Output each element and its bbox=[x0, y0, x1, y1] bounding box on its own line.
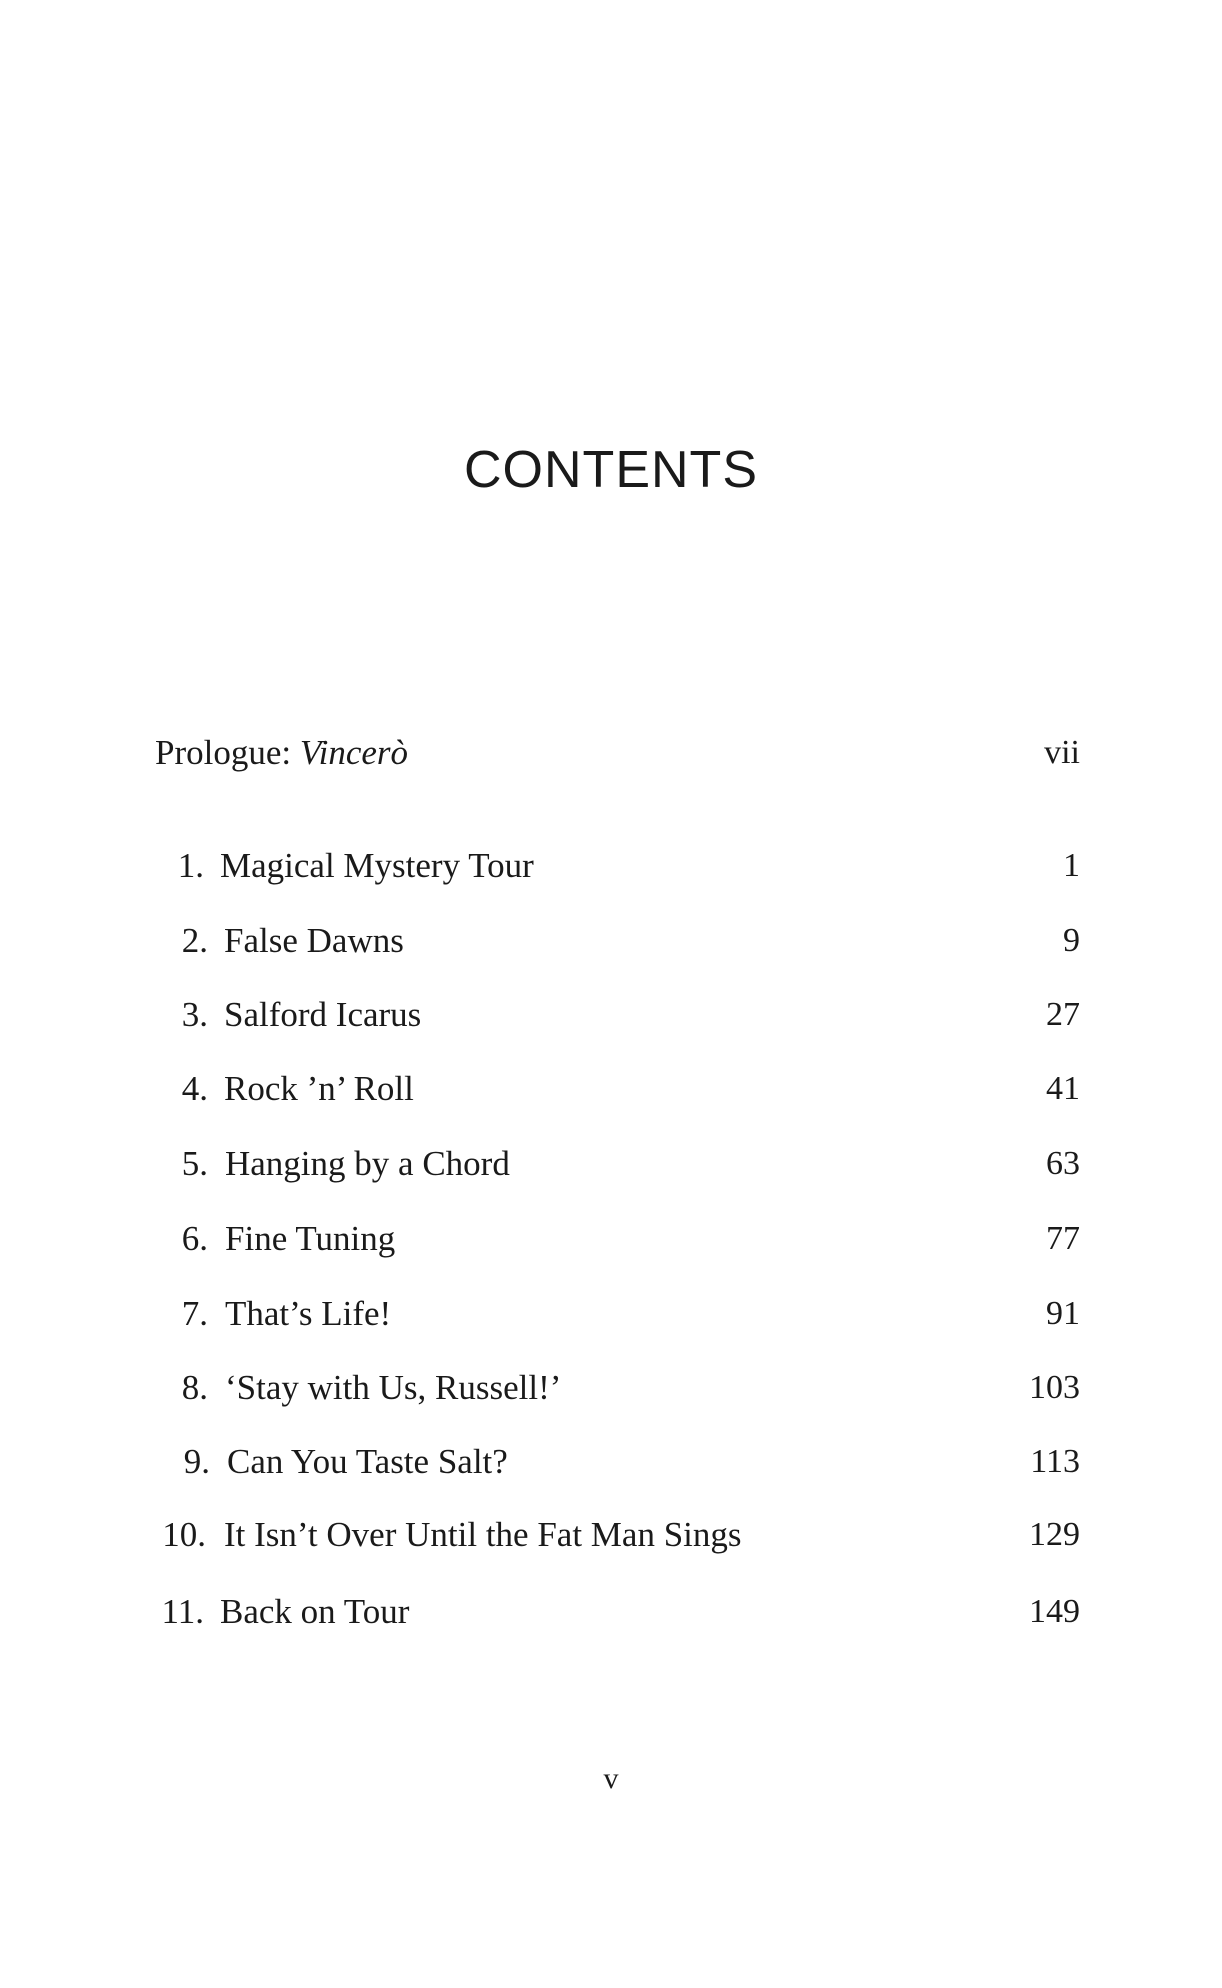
chapter-title: False Dawns bbox=[224, 921, 404, 960]
toc-entry bbox=[0, 1510, 1222, 1560]
toc-entry bbox=[0, 1587, 1222, 1637]
entry-page-number: 113 bbox=[1030, 1443, 1080, 1480]
page-folio: v bbox=[603, 1762, 619, 1795]
chapter-title: That’s Life! bbox=[225, 1294, 392, 1333]
prologue-title: Vincerò bbox=[299, 733, 409, 772]
page-title: CONTENTS bbox=[464, 441, 758, 499]
entry-page-number: 1 bbox=[1063, 847, 1080, 884]
entry-page-number: 63 bbox=[1046, 1145, 1080, 1182]
chapter-number: 3. bbox=[181, 995, 208, 1034]
chapter-title: Magical Mystery Tour bbox=[220, 846, 534, 885]
toc-entry bbox=[0, 1139, 1222, 1189]
entry-page-number: 103 bbox=[1029, 1369, 1080, 1406]
chapter-number: 1. bbox=[177, 846, 204, 885]
chapter-number: 5. bbox=[181, 1144, 208, 1183]
chapter-number: 8. bbox=[181, 1368, 208, 1407]
chapter-title: Salford Icarus bbox=[224, 995, 422, 1034]
toc-entry bbox=[0, 1363, 1222, 1413]
entry-page-number: vii bbox=[1044, 734, 1080, 771]
chapter-title: Hanging by a Chord bbox=[225, 1144, 510, 1183]
toc-entry bbox=[0, 1437, 1222, 1487]
entry-page-number: 149 bbox=[1029, 1593, 1080, 1630]
entry-page-number: 91 bbox=[1046, 1295, 1080, 1332]
entry-page-number: 9 bbox=[1063, 922, 1080, 959]
chapter-number: 10. bbox=[162, 1515, 206, 1554]
chapter-number: 6. bbox=[181, 1219, 208, 1258]
entry-page-number: 27 bbox=[1046, 996, 1080, 1033]
chapter-title: It Isn’t Over Until the Fat Man Sings bbox=[224, 1515, 742, 1554]
chapter-number: 7. bbox=[181, 1294, 208, 1333]
toc-entry bbox=[0, 916, 1222, 966]
chapter-title: ‘Stay with Us, Russell!’ bbox=[225, 1368, 562, 1407]
toc-entry bbox=[0, 841, 1222, 891]
chapter-title: Rock ’n’ Roll bbox=[224, 1069, 414, 1108]
chapter-title: Can You Taste Salt? bbox=[227, 1442, 508, 1481]
chapter-number: 11. bbox=[161, 1592, 204, 1631]
entry-page-number: 129 bbox=[1029, 1516, 1080, 1553]
chapter-number: 9. bbox=[183, 1442, 210, 1481]
prologue-label: Prologue: bbox=[155, 733, 292, 772]
toc-entry bbox=[0, 1064, 1222, 1114]
toc-entry-prologue bbox=[0, 728, 1222, 778]
toc-entry bbox=[0, 1214, 1222, 1264]
chapter-title: Fine Tuning bbox=[225, 1219, 396, 1258]
toc-entry bbox=[0, 990, 1222, 1040]
entry-page-number: 77 bbox=[1046, 1220, 1080, 1257]
chapter-number: 2. bbox=[181, 921, 208, 960]
entry-title bbox=[155, 728, 408, 778]
toc-entry bbox=[0, 1289, 1222, 1339]
entry-page-number: 41 bbox=[1046, 1070, 1080, 1107]
chapter-title: Back on Tour bbox=[220, 1592, 410, 1631]
chapter-number: 4. bbox=[181, 1069, 208, 1108]
